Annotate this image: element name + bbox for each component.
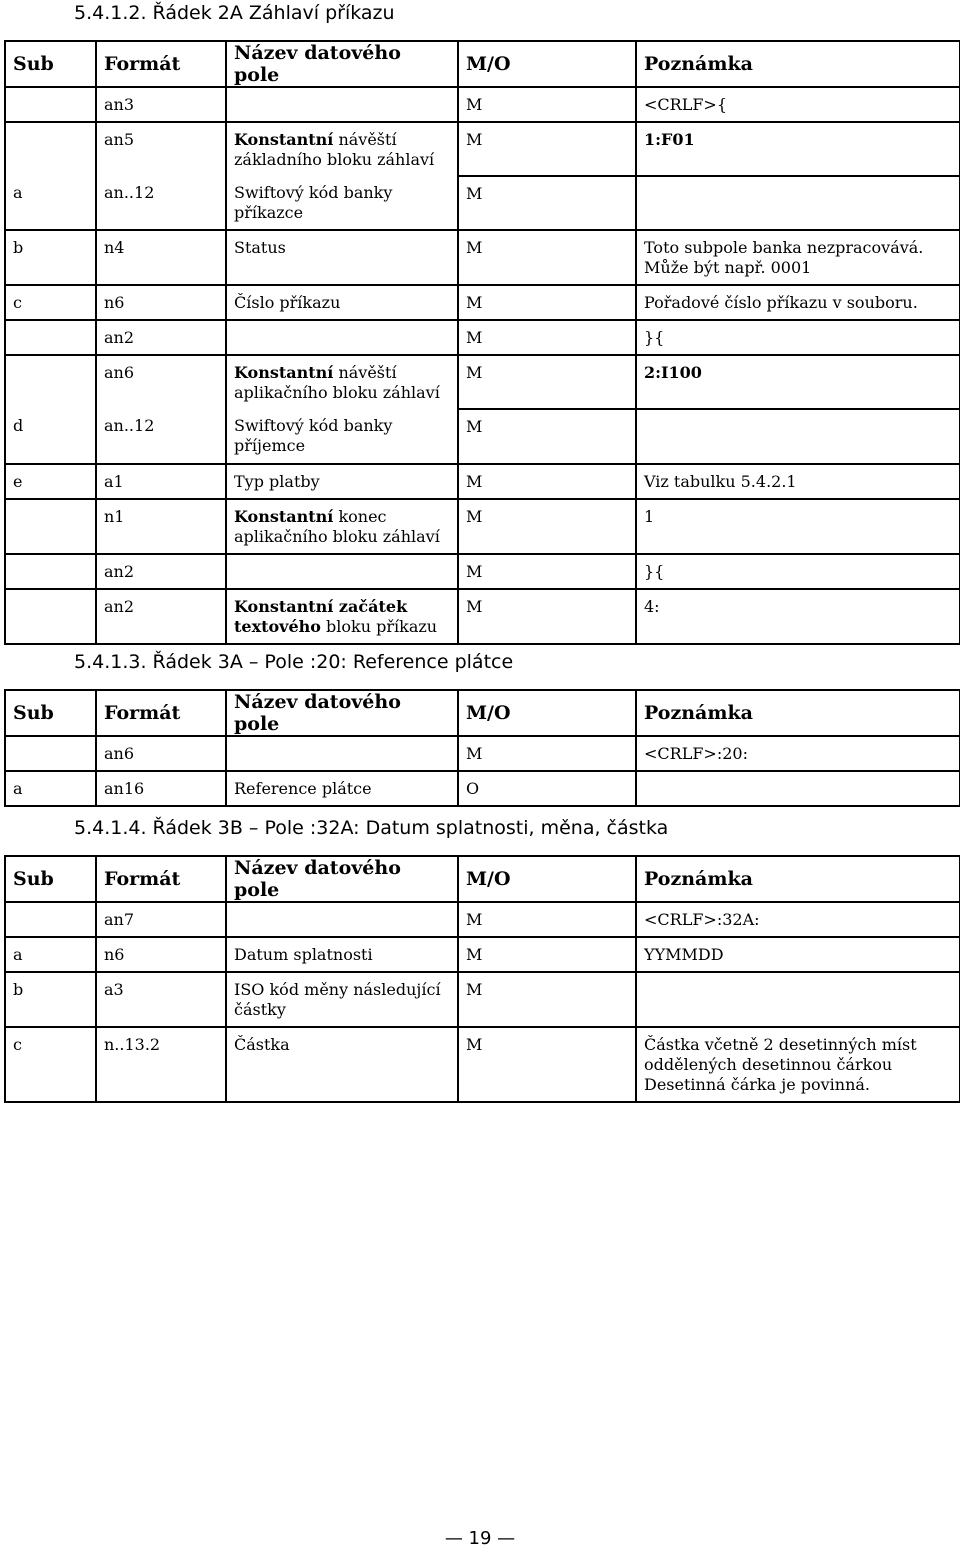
cell-mo: M: [458, 972, 636, 1027]
cell-mo: M: [458, 355, 636, 409]
table-row: [5, 320, 960, 355]
section-heading-3b: 5.4.1.4. Řádek 3B – Pole :32A: Datum splatnosti, měna, částka: [74, 817, 669, 839]
cell-sub: a: [5, 176, 96, 230]
cell-sub: c: [5, 285, 96, 320]
cell-sub: [5, 122, 96, 176]
cell-name: Reference plátce: [226, 771, 458, 806]
cell-note: [636, 176, 960, 230]
cell-sub: d: [5, 409, 96, 464]
table-row: [5, 589, 960, 644]
cell-name: [226, 499, 458, 554]
cell-mo: O: [458, 771, 636, 806]
table-row: [5, 230, 960, 285]
cell-note: 1: [636, 499, 960, 554]
cell-sub: c: [5, 1027, 96, 1102]
table-row: [5, 972, 960, 1027]
cell-mo: M: [458, 1027, 636, 1102]
cell-name: [226, 122, 458, 176]
table-header-row: [5, 41, 960, 87]
cell-mo: M: [458, 589, 636, 644]
cell-name: Typ platby: [226, 464, 458, 499]
cell-note: Pořadové číslo příkazu v souboru.: [636, 285, 960, 320]
cell-note: Částka včetně 2 desetinných míst oddělených desetinnou čárkou Desetinná čárka je povinná.: [636, 1027, 960, 1102]
cell-note: 4:: [636, 589, 960, 644]
table-row: [5, 464, 960, 499]
header-note: Poznámka: [636, 41, 960, 87]
cell-format: an3: [96, 87, 226, 122]
header-note: Poznámka: [636, 690, 960, 736]
cell-sub: b: [5, 230, 96, 285]
cell-name: ISO kód měny následující částky: [226, 972, 458, 1027]
cell-mo: M: [458, 902, 636, 937]
name-text: bloku příkazu: [320, 617, 438, 636]
cell-sub: [5, 589, 96, 644]
cell-mo: M: [458, 464, 636, 499]
cell-format: an6: [96, 355, 226, 409]
header-name: Název datového pole: [226, 690, 458, 736]
cell-name: [226, 87, 458, 122]
cell-format: an16: [96, 771, 226, 806]
cell-sub: e: [5, 464, 96, 499]
cell-note: [636, 972, 960, 1027]
cell-sub: [5, 499, 96, 554]
header-sub: Sub: [5, 856, 96, 902]
cell-note: [636, 409, 960, 464]
table-header-row: [5, 856, 960, 902]
header-name: Název datového pole: [226, 856, 458, 902]
cell-format: an6: [96, 736, 226, 771]
header-name: Název datového pole: [226, 41, 458, 87]
cell-name: Částka: [226, 1027, 458, 1102]
constant-label: Konstantní začátek textového: [234, 597, 408, 636]
table-3a: [4, 689, 960, 807]
cell-note: <CRLF>:32A:: [636, 902, 960, 937]
header-sub: Sub: [5, 690, 96, 736]
cell-sub: b: [5, 972, 96, 1027]
table-3b: [4, 855, 960, 1103]
table-row: [5, 176, 960, 230]
section-heading-2a: 5.4.1.2. Řádek 2A Záhlaví příkazu: [74, 2, 395, 24]
table-row: [5, 554, 960, 589]
cell-note: }{: [636, 554, 960, 589]
constant-label: Konstantní: [234, 363, 334, 382]
cell-note: 1:F01: [636, 122, 960, 176]
cell-mo: M: [458, 554, 636, 589]
cell-format: an..12: [96, 176, 226, 230]
table-row: [5, 355, 960, 409]
cell-note: <CRLF>:20:: [636, 736, 960, 771]
table-row: [5, 937, 960, 972]
cell-name: [226, 554, 458, 589]
table-row: [5, 1027, 960, 1102]
cell-format: n1: [96, 499, 226, 554]
cell-sub: [5, 902, 96, 937]
cell-note: Toto subpole banka nezpracovává. Může být např. 0001: [636, 230, 960, 285]
constant-label: Konstantní: [234, 130, 334, 149]
header-mo: M/O: [458, 690, 636, 736]
cell-mo: M: [458, 122, 636, 176]
header-format: Formát: [96, 856, 226, 902]
header-mo: M/O: [458, 856, 636, 902]
cell-format: an2: [96, 554, 226, 589]
cell-mo: M: [458, 230, 636, 285]
constant-label: Konstantní: [234, 507, 334, 526]
cell-mo: M: [458, 499, 636, 554]
header-format: Formát: [96, 690, 226, 736]
header-sub: Sub: [5, 41, 96, 87]
cell-sub: [5, 87, 96, 122]
cell-sub: [5, 320, 96, 355]
name-text: návěští základního bloku záhlaví: [234, 130, 435, 169]
table-row: [5, 499, 960, 554]
cell-format: n..13.2: [96, 1027, 226, 1102]
cell-name: Swiftový kód banky příjemce: [226, 409, 458, 464]
header-mo: M/O: [458, 41, 636, 87]
section-heading-3a: 5.4.1.3. Řádek 3A – Pole :20: Reference plátce: [74, 651, 514, 673]
cell-format: n6: [96, 937, 226, 972]
table-row: [5, 285, 960, 320]
cell-format: an2: [96, 589, 226, 644]
table-row: [5, 87, 960, 122]
cell-sub: a: [5, 937, 96, 972]
cell-sub: a: [5, 771, 96, 806]
page-number: — 19 —: [444, 1528, 516, 1549]
cell-format: n4: [96, 230, 226, 285]
cell-format: an2: [96, 320, 226, 355]
cell-note: }{: [636, 320, 960, 355]
cell-name: [226, 736, 458, 771]
cell-note: YYMMDD: [636, 937, 960, 972]
cell-mo: M: [458, 87, 636, 122]
table-row: [5, 122, 960, 176]
name-text: konec aplikačního bloku záhlaví: [234, 507, 440, 546]
cell-format: n6: [96, 285, 226, 320]
header-format: Formát: [96, 41, 226, 87]
name-text: návěští aplikačního bloku záhlaví: [234, 363, 440, 402]
cell-sub: [5, 736, 96, 771]
cell-sub: [5, 554, 96, 589]
cell-name: [226, 589, 458, 644]
cell-name: [226, 320, 458, 355]
cell-mo: M: [458, 285, 636, 320]
cell-sub: [5, 355, 96, 409]
cell-mo: M: [458, 320, 636, 355]
table-row: [5, 902, 960, 937]
cell-format: an..12: [96, 409, 226, 464]
table-2a: [4, 40, 960, 645]
cell-format: a3: [96, 972, 226, 1027]
cell-note: Viz tabulku 5.4.2.1: [636, 464, 960, 499]
table-header-row: [5, 690, 960, 736]
cell-note: <CRLF>{: [636, 87, 960, 122]
table-row: [5, 771, 960, 806]
cell-mo: M: [458, 176, 636, 230]
cell-mo: M: [458, 937, 636, 972]
cell-name: Status: [226, 230, 458, 285]
cell-format: an7: [96, 902, 226, 937]
cell-name: Datum splatnosti: [226, 937, 458, 972]
cell-name: Swiftový kód banky příkazce: [226, 176, 458, 230]
cell-format: an5: [96, 122, 226, 176]
cell-mo: M: [458, 409, 636, 464]
cell-note: [636, 771, 960, 806]
table-row: [5, 409, 960, 464]
cell-note: 2:I100: [636, 355, 960, 409]
cell-name: [226, 902, 458, 937]
cell-name: Číslo příkazu: [226, 285, 458, 320]
cell-format: a1: [96, 464, 226, 499]
cell-mo: M: [458, 736, 636, 771]
header-note: Poznámka: [636, 856, 960, 902]
table-row: [5, 736, 960, 771]
cell-name: [226, 355, 458, 409]
